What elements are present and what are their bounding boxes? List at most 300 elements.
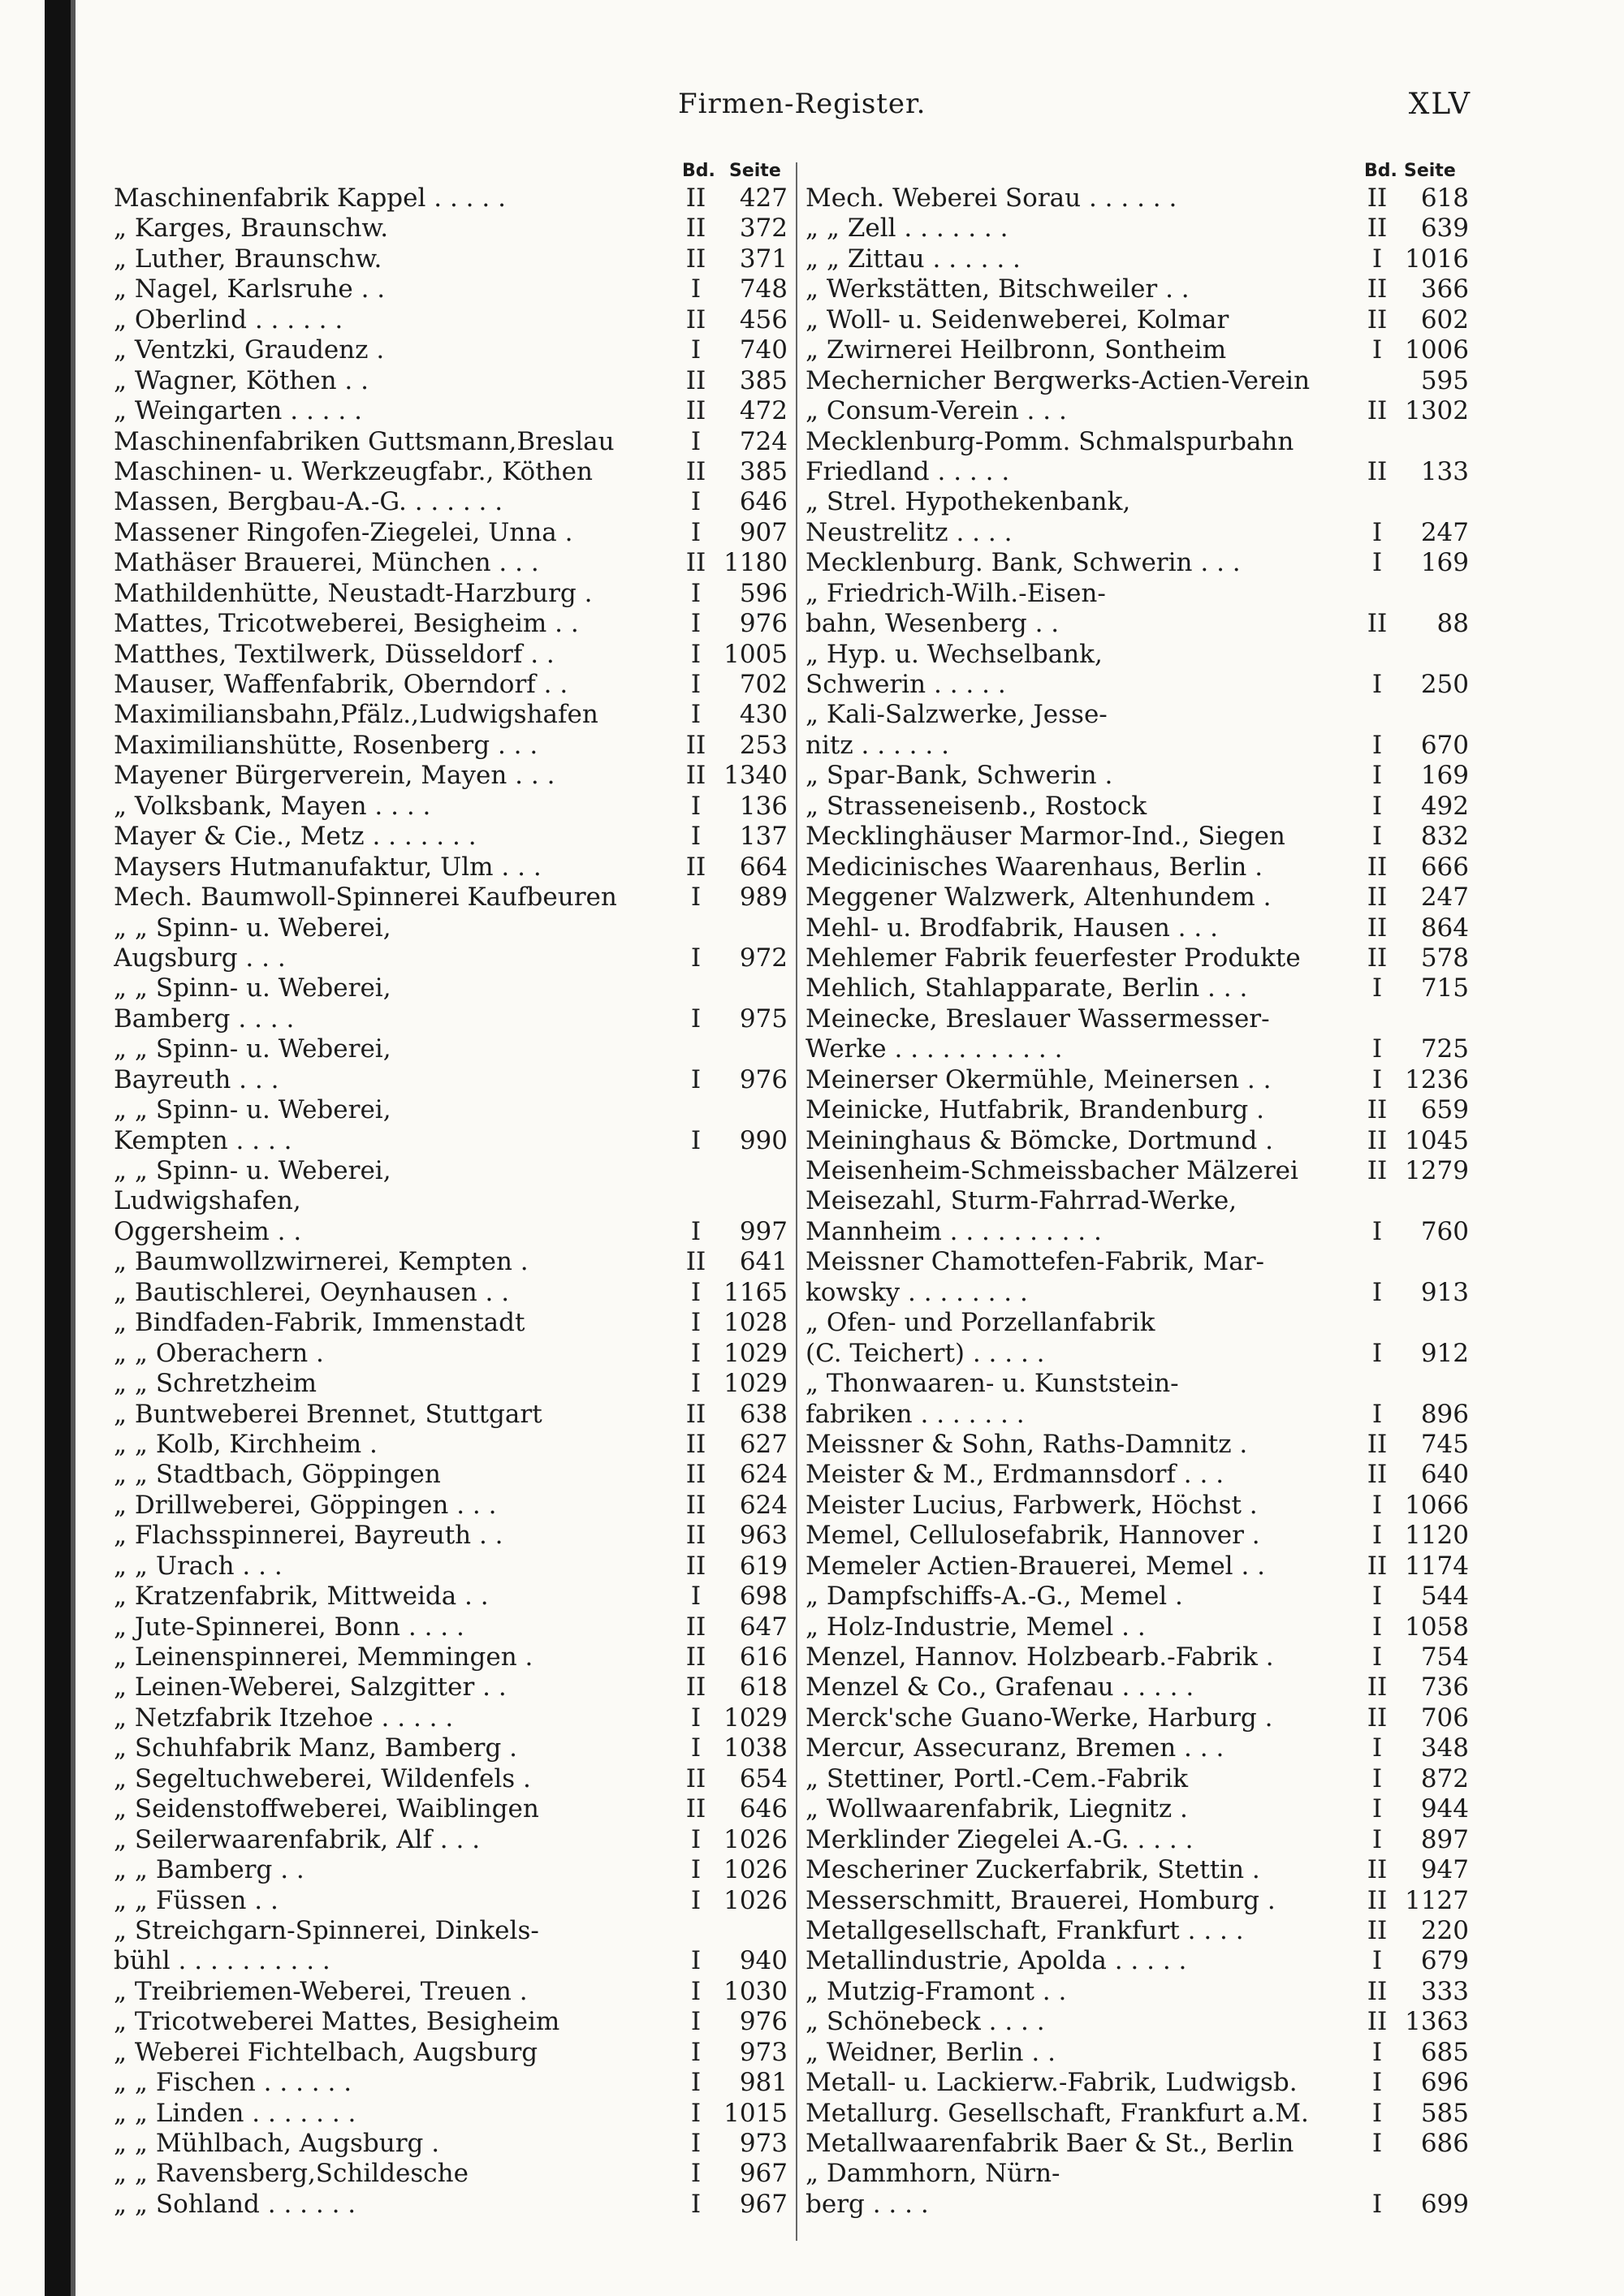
- entry-band: I: [690, 700, 702, 730]
- register-entry: [806, 731, 1474, 761]
- entry-name: „ Flachsspinnerei, Bayreuth . .: [114, 1521, 503, 1551]
- entry-page: 1015: [723, 2098, 788, 2128]
- entry-page: 963: [739, 1521, 788, 1551]
- entry-page: 385: [739, 365, 788, 395]
- entry-page: 1028: [723, 1308, 788, 1338]
- register-entry: [806, 883, 1474, 913]
- entry-band: II: [685, 852, 706, 882]
- entry-name: „ Segeltuchweberei, Wildenfels .: [114, 1763, 531, 1793]
- entry-page: 685: [1420, 2037, 1469, 2067]
- entry-name: „ „ Spinn- u. Weberei,: [114, 1034, 391, 1064]
- entry-band: I: [1371, 1733, 1383, 1763]
- entry-page: 913: [1420, 1277, 1469, 1307]
- entry-name: berg . . . .: [806, 2189, 929, 2219]
- entry-name: Meissner Chamottefen-Fabrik, Mar-: [806, 1247, 1265, 1277]
- entry-band: I: [1371, 2098, 1383, 2128]
- register-entry: [806, 1977, 1474, 2007]
- entry-name: „ „ Zell . . . . . . .: [806, 214, 1009, 244]
- entry-band: I: [690, 1369, 702, 1399]
- entry-band: II: [1367, 1095, 1388, 1125]
- entry-name: Mech. Baumwoll-Spinnerei Kaufbeuren: [114, 883, 617, 913]
- entry-name: „ Leinen-Weberei, Salzgitter . .: [114, 1672, 507, 1703]
- entry-name: Meisenheim-Schmeissbacher Mälzerei: [806, 1156, 1298, 1185]
- register-entry: [114, 1308, 792, 1338]
- register-entry: [114, 214, 792, 244]
- entry-band: I: [690, 1733, 702, 1763]
- register-entry: [806, 1369, 1474, 1399]
- entry-band: I: [1371, 244, 1383, 274]
- entry-page: 654: [739, 1763, 788, 1793]
- register-entry: [114, 2007, 792, 2037]
- entry-name: Mech. Weberei Sorau . . . . . .: [806, 183, 1177, 213]
- register-entry: [114, 1460, 792, 1490]
- entry-band: II: [685, 1521, 706, 1551]
- entry-band: I: [1371, 1794, 1383, 1824]
- entry-band: I: [1371, 973, 1383, 1003]
- entry-page: 1029: [723, 1369, 788, 1399]
- entry-name: „ Treibriemen-Weberei, Treuen .: [114, 1976, 528, 2006]
- right-column: [806, 161, 1474, 2220]
- register-entry: [806, 1612, 1474, 1642]
- entry-band: I: [690, 487, 702, 517]
- entry-band: II: [1367, 943, 1388, 973]
- register-entry: [806, 1430, 1474, 1460]
- entry-name: Maximilianshütte, Rosenberg . . .: [114, 730, 538, 760]
- entry-page: 1174: [1405, 1551, 1469, 1581]
- entry-page: 670: [1420, 730, 1469, 760]
- entry-name: „ „ Fischen . . . . . .: [114, 2068, 352, 2098]
- entry-band: I: [1371, 517, 1383, 547]
- register-entry: [806, 1095, 1474, 1125]
- entry-name: Meissner & Sohn, Raths-Damnitz .: [806, 1429, 1248, 1459]
- entry-name: Medicinisches Waarenhaus, Berlin .: [806, 852, 1263, 882]
- entry-band: II: [685, 1612, 706, 1642]
- entry-page: 748: [739, 274, 788, 304]
- entry-band: I: [690, 2129, 702, 2158]
- entry-page: 976: [739, 609, 788, 639]
- entry-page: 136: [739, 791, 788, 821]
- register-entry: [114, 1672, 792, 1703]
- entry-name: Mecklenburg-Pomm. Schmalspurbahn: [806, 426, 1294, 456]
- entry-page: 472: [739, 396, 788, 426]
- register-entry: [806, 1582, 1474, 1612]
- entry-name: „ Strel. Hypothekenbank,: [806, 487, 1131, 517]
- entry-page: 736: [1420, 1672, 1469, 1703]
- entry-page: 641: [739, 1247, 788, 1277]
- register-entry: [114, 457, 792, 487]
- left-column: [114, 161, 792, 2220]
- entry-band: I: [1371, 670, 1383, 699]
- entry-name: Memeler Actien-Brauerei, Memel . .: [806, 1551, 1266, 1581]
- register-entry: [806, 366, 1474, 396]
- register-entry: [114, 2038, 792, 2068]
- entry-band: I: [690, 2159, 702, 2189]
- entry-name: Mercur, Assecuranz, Bremen . . .: [806, 1733, 1224, 1763]
- entry-band: I: [1371, 2129, 1383, 2158]
- entry-page: 740: [739, 335, 788, 365]
- entry-name: Meggener Walzwerk, Altenhundem .: [806, 883, 1272, 913]
- register-entry: [806, 1703, 1474, 1733]
- entry-name: „ Streichgarn-Spinnerei, Dinkels-: [114, 1915, 539, 1945]
- entry-name: bahn, Wesenberg . .: [806, 609, 1060, 639]
- entry-band: I: [1371, 1338, 1383, 1368]
- entry-name: Maschinenfabriken Guttsmann,Breslau: [114, 426, 615, 456]
- entry-band: II: [685, 456, 706, 486]
- entry-name: Meister & M., Erdmannsdorf . . .: [806, 1460, 1224, 1490]
- entry-band: II: [1367, 913, 1388, 943]
- entry-band: I: [1371, 1034, 1383, 1064]
- entry-page: 1066: [1405, 1490, 1469, 1520]
- entry-page: 616: [739, 1642, 788, 1672]
- register-entry: [806, 1004, 1474, 1034]
- register-entry: [806, 2007, 1474, 2037]
- entry-page: 618: [739, 1672, 788, 1703]
- entry-page: 385: [739, 456, 788, 486]
- register-entry: [806, 761, 1474, 791]
- register-entry: [806, 1186, 1474, 1216]
- register-entry: [114, 2068, 792, 2098]
- register-entry: [114, 731, 792, 761]
- entry-name: Mattes, Tricotweberei, Besigheim . .: [114, 609, 579, 639]
- entry-page: 1302: [1405, 396, 1469, 426]
- entry-band: I: [690, 274, 702, 304]
- entry-page: 715: [1420, 973, 1469, 1003]
- entry-band: I: [690, 517, 702, 547]
- entry-name: Friedland . . . . .: [806, 456, 1010, 486]
- entry-page: 976: [739, 2007, 788, 2037]
- register-entry: [806, 609, 1474, 639]
- entry-band: I: [1371, 791, 1383, 821]
- entry-page: 348: [1420, 1733, 1469, 1763]
- entry-band: II: [1367, 2007, 1388, 2037]
- entry-name: Mecklinghäuser Marmor-Ind., Siegen: [806, 822, 1285, 852]
- entry-page: 679: [1420, 1946, 1469, 1976]
- seite-header: Seite: [729, 161, 781, 181]
- entry-band: I: [690, 1582, 702, 1612]
- entry-name: „ Luther, Braunschw.: [114, 244, 382, 274]
- register-entry: [806, 913, 1474, 943]
- register-entry: [806, 1247, 1474, 1277]
- entry-band: I: [690, 1885, 702, 1915]
- entry-page: 1236: [1405, 1064, 1469, 1094]
- entry-name: Maysers Hutmanufaktur, Ulm . . .: [114, 852, 542, 882]
- entry-band: I: [690, 1946, 702, 1976]
- entry-page: 646: [739, 1794, 788, 1824]
- register-entry: [806, 518, 1474, 548]
- entry-page: 1026: [723, 1824, 788, 1854]
- entry-name: „ Seilerwaarenfabrik, Alf . . .: [114, 1824, 481, 1854]
- entry-band: I: [690, 822, 702, 852]
- entry-page: 619: [739, 1551, 788, 1581]
- entry-page: 366: [1420, 274, 1469, 304]
- register-entry: [114, 1794, 792, 1824]
- register-entry: [806, 1552, 1474, 1582]
- register-entry: [806, 2190, 1474, 2220]
- book-spine-edge: [71, 0, 76, 2296]
- entry-name: „ „ Füssen . .: [114, 1885, 279, 1915]
- seite-header: Seite: [1404, 161, 1456, 181]
- entry-name: „ Weberei Fichtelbach, Augsburg: [114, 2037, 538, 2067]
- register-entry: [114, 1825, 792, 1855]
- entry-band: II: [685, 396, 706, 426]
- register-entry: [806, 1794, 1474, 1824]
- page-title: Firmen-Register.: [678, 88, 926, 120]
- entry-name: Mehlich, Stahlapparate, Berlin . . .: [806, 973, 1248, 1003]
- entry-band: I: [690, 1277, 702, 1307]
- entry-band: II: [685, 1551, 706, 1581]
- entry-name: „ „ Spinn- u. Weberei,: [114, 1095, 391, 1125]
- entry-name: Mescheriner Zuckerfabrik, Stettin .: [806, 1855, 1260, 1885]
- entry-name: „ „ Ravensberg,Schildesche: [114, 2159, 469, 2189]
- entry-name: „ Dammhorn, Nürn-: [806, 2159, 1060, 2189]
- entry-page: 1006: [1405, 335, 1469, 365]
- entry-band: II: [1367, 883, 1388, 913]
- register-entry: [114, 640, 792, 670]
- entry-band: I: [690, 1216, 702, 1246]
- entry-name: Augsburg . . .: [114, 943, 286, 973]
- entry-name: „ „ Spinn- u. Weberei,: [114, 913, 391, 943]
- entry-page: 990: [739, 1125, 788, 1155]
- entry-page: 430: [739, 700, 788, 730]
- entry-page: 427: [739, 183, 788, 213]
- entry-name: „ Schönebeck . . . .: [806, 2007, 1045, 2037]
- register-entry: [806, 305, 1474, 335]
- entry-band: II: [685, 1672, 706, 1703]
- register-entry: [806, 2038, 1474, 2068]
- register-entry: [114, 427, 792, 457]
- entry-page: 627: [739, 1429, 788, 1459]
- entry-page: 832: [1420, 822, 1469, 852]
- entry-name: „ „ Schretzheim: [114, 1369, 317, 1399]
- entry-page: 912: [1420, 1338, 1469, 1368]
- entry-page: 640: [1420, 1460, 1469, 1490]
- band-header: Bd.: [682, 161, 715, 181]
- entry-band: I: [1371, 1642, 1383, 1672]
- entry-name: „ „ Urach . . .: [114, 1551, 283, 1581]
- register-entry: [806, 1642, 1474, 1672]
- register-entry: [806, 1034, 1474, 1064]
- entry-band: II: [685, 183, 706, 213]
- entry-name: „ Hyp. u. Wechselbank,: [806, 639, 1103, 669]
- entry-name: Mathildenhütte, Neustadt-Harzburg .: [114, 578, 593, 608]
- register-entry: [806, 1521, 1474, 1551]
- entry-band: II: [1367, 1915, 1388, 1945]
- entry-name: bühl . . . . . . . . . .: [114, 1946, 330, 1976]
- entry-name: „ Ventzki, Graudenz .: [114, 335, 385, 365]
- entry-name: (C. Teichert) . . . . .: [806, 1338, 1045, 1368]
- entry-name: Massen, Bergbau-A.-G. . . . . . .: [114, 487, 503, 517]
- register-entry: [806, 183, 1474, 214]
- entry-band: II: [1367, 1125, 1388, 1155]
- entry-name: „ Strasseneisenb., Rostock: [806, 791, 1147, 821]
- register-entry: [114, 2159, 792, 2189]
- entry-page: 646: [739, 487, 788, 517]
- register-entry: [114, 1855, 792, 1885]
- entry-page: 872: [1420, 1763, 1469, 1793]
- register-entry: [114, 396, 792, 426]
- entry-band: II: [1367, 1976, 1388, 2006]
- entry-band: II: [1367, 1460, 1388, 1490]
- entry-page: 1038: [723, 1733, 788, 1763]
- register-entry: [114, 883, 792, 913]
- entry-page: 989: [739, 883, 788, 913]
- entry-name: „ Wollwaarenfabrik, Liegnitz .: [806, 1794, 1188, 1824]
- entry-band: I: [1371, 761, 1383, 791]
- register-entry: [806, 1886, 1474, 1916]
- entry-page: 664: [739, 852, 788, 882]
- entry-band: II: [685, 1642, 706, 1672]
- entry-band: II: [685, 244, 706, 274]
- entry-name: Maschinen- u. Werkzeugfabr., Köthen: [114, 456, 593, 486]
- entry-page: 907: [739, 517, 788, 547]
- register-entry: [806, 548, 1474, 578]
- entry-band: II: [685, 1794, 706, 1824]
- entry-page: 1026: [723, 1885, 788, 1915]
- entry-page: 1165: [723, 1277, 788, 1307]
- entry-page: 975: [739, 1003, 788, 1034]
- entry-band: I: [690, 639, 702, 669]
- register-entry: [114, 1552, 792, 1582]
- entry-page: 220: [1420, 1915, 1469, 1945]
- entry-name: Menzel, Hannov. Holzbearb.-Fabrik .: [806, 1642, 1274, 1672]
- register-entry: [114, 609, 792, 639]
- entry-name: fabriken . . . . . . .: [806, 1399, 1025, 1429]
- entry-name: Metallwaarenfabrik Baer & St., Berlin: [806, 2129, 1294, 2158]
- entry-page: 1045: [1405, 1125, 1469, 1155]
- entry-band: I: [1371, 1399, 1383, 1429]
- register-entry: [114, 792, 792, 822]
- entry-band: II: [685, 365, 706, 395]
- entry-band: I: [690, 1703, 702, 1733]
- entry-band: I: [690, 883, 702, 913]
- entry-page: 624: [739, 1460, 788, 1490]
- entry-page: 666: [1420, 852, 1469, 882]
- entry-name: Meister Lucius, Farbwerk, Höchst .: [806, 1490, 1258, 1520]
- entry-band: I: [1371, 1277, 1383, 1307]
- entry-name: Maximiliansbahn,Pfälz.,Ludwigshafen: [114, 700, 598, 730]
- entry-page: 253: [739, 730, 788, 760]
- register-entry: [806, 640, 1474, 670]
- register-entry: [806, 2099, 1474, 2129]
- register-entry: [114, 1916, 792, 1946]
- register-entry: [806, 943, 1474, 973]
- entry-page: 702: [739, 670, 788, 699]
- entry-page: 973: [739, 2037, 788, 2067]
- entry-name: Massener Ringofen-Ziegelei, Unna .: [114, 517, 573, 547]
- register-entry: [114, 761, 792, 791]
- register-entry: [114, 366, 792, 396]
- entry-name: Metallurg. Gesellschaft, Frankfurt a.M.: [806, 2098, 1309, 2128]
- entry-page: 492: [1420, 791, 1469, 821]
- register-entry: [114, 1034, 792, 1064]
- entry-band: I: [690, 791, 702, 821]
- entry-band: II: [685, 214, 706, 244]
- entry-name: Neustrelitz . . . .: [806, 517, 1013, 547]
- entry-band: II: [1367, 1429, 1388, 1459]
- entry-name: Mechernicher Bergwerks-Actien-Verein: [806, 365, 1311, 395]
- entry-band: I: [690, 426, 702, 456]
- entry-band: I: [690, 1855, 702, 1885]
- entry-band: II: [1367, 456, 1388, 486]
- entry-name: „ Tricotweberei Mattes, Besigheim: [114, 2007, 560, 2037]
- register-entry: [114, 1582, 792, 1612]
- register-entry: [806, 1672, 1474, 1703]
- entry-name: „ Spar-Bank, Schwerin .: [806, 761, 1113, 791]
- entry-band: I: [690, 2037, 702, 2067]
- register-entry: [806, 1278, 1474, 1308]
- entry-name: „ Karges, Braunschw.: [114, 214, 389, 244]
- entry-page: 972: [739, 943, 788, 973]
- entry-name: „ „ Spinn- u. Weberei,: [114, 1156, 391, 1185]
- entry-band: I: [690, 1338, 702, 1368]
- register-entry: [806, 1308, 1474, 1338]
- register-entry: [806, 214, 1474, 244]
- entry-name: Metall- u. Lackierw.-Fabrik, Ludwigsb.: [806, 2068, 1298, 2098]
- entry-band: I: [1371, 1946, 1383, 1976]
- entry-name: Mathäser Brauerei, München . . .: [114, 548, 539, 578]
- page-header: [0, 88, 1624, 125]
- register-entry: [806, 1855, 1474, 1885]
- entry-page: 698: [739, 1582, 788, 1612]
- register-entry: [806, 792, 1474, 822]
- register-entry: [114, 579, 792, 609]
- entry-band: II: [1367, 1672, 1388, 1703]
- entry-name: „ „ Spinn- u. Weberei,: [114, 973, 391, 1003]
- entry-name: „ Netzfabrik Itzehoe . . . . .: [114, 1703, 454, 1733]
- entry-name: Werke . . . . . . . . . . .: [806, 1034, 1063, 1064]
- register-entry: [806, 1217, 1474, 1247]
- entry-page: 981: [739, 2068, 788, 2098]
- register-entry: [114, 2190, 792, 2220]
- entry-band: I: [1371, 730, 1383, 760]
- page-number: XLV: [1408, 88, 1471, 121]
- register-entry: [806, 973, 1474, 1003]
- entry-page: 638: [739, 1399, 788, 1429]
- register-entry: [114, 1095, 792, 1125]
- entry-name: „ Friedrich-Wilh.-Eisen-: [806, 578, 1106, 608]
- entry-page: 896: [1420, 1399, 1469, 1429]
- register-entry: [114, 1156, 792, 1186]
- entry-page: 659: [1420, 1095, 1469, 1125]
- entry-name: Bayreuth . . .: [114, 1064, 279, 1094]
- entry-page: 169: [1420, 761, 1469, 791]
- register-entry: [114, 548, 792, 578]
- column-header: [114, 161, 792, 183]
- register-entry: [806, 457, 1474, 487]
- register-entry: [114, 1369, 792, 1399]
- register-entry: [806, 427, 1474, 457]
- entry-page: 699: [1420, 2189, 1469, 2219]
- entry-page: 602: [1420, 304, 1469, 334]
- entry-name: „ Jute-Spinnerei, Bonn . . . .: [114, 1612, 464, 1642]
- entry-name: „ „ Stadtbach, Göppingen: [114, 1460, 441, 1490]
- entry-name: „ Kratzenfabrik, Mittweida . .: [114, 1582, 489, 1612]
- entry-band: II: [1367, 396, 1388, 426]
- entry-band: I: [1371, 1582, 1383, 1612]
- register-entry: [114, 1217, 792, 1247]
- register-entry: [114, 1733, 792, 1763]
- register-entry: [114, 1612, 792, 1642]
- entry-page: 647: [739, 1612, 788, 1642]
- register-entry: [806, 244, 1474, 274]
- register-entry: [806, 335, 1474, 365]
- register-entry: [806, 1733, 1474, 1763]
- entry-page: 1120: [1405, 1521, 1469, 1551]
- entry-band: I: [1371, 1064, 1383, 1094]
- entry-band: I: [690, 1824, 702, 1854]
- entry-name: „ Wagner, Köthen . .: [114, 365, 369, 395]
- entry-page: 247: [1420, 517, 1469, 547]
